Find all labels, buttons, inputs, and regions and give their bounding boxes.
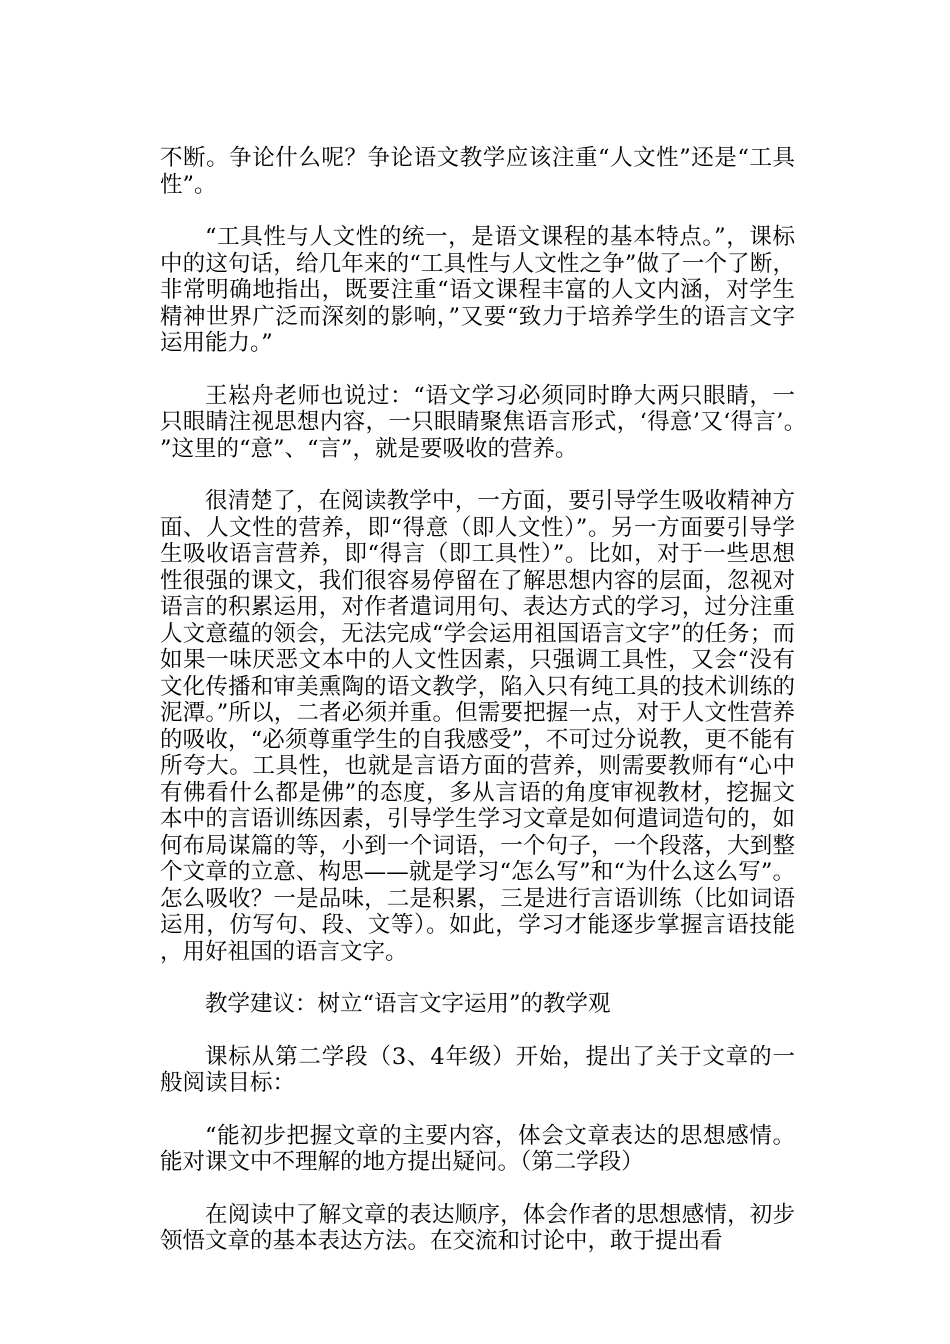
paragraph-4: 很清楚了，在阅读教学中，一方面，要引导学生吸收精神方面、人文性的营养，即“得意（即人文性）”。另一方面要引导学生吸收语言营养，即“得言（即工具性）”。比如，对于一些思想性很强的课文，我们很容易停留在了解思想内容的层面，忽视对语言的积累运用，对作者遣词用句、表达方式的学习，过分注重人文意蕴的领会，无法完成“学会运用祖国语言文字”的任务；而如果一味厌恶文本中的人文性因素，只强调工具性，又会“没有文化传播和审美熏陶的语文教学，陷入只有纯工具的技术训练的泥潭。”所以，二者必须并重。但需要把握一点，对于人文性营养的吸收，“必须尊重学生的自我感受”，不可过分说教，更不能有所夸大。工具性，也就是言语方面的营养，则需要教师有“心中有佛看什么都是佛”的态度，多从言语的角度审视教材，挖掘文本中的言语训练因素，引导学生学习文章是如何遣词造句的，如何布局谋篇的等，小到一个词语，一个句子，一个段落，大到整个文章的立意、构思——就是学习“怎么写”和“为什么这么写”。怎么吸收？一是品味，二是积累，三是进行言语训练（比如词语运用，仿写句、段、文等）。如此，学习才能逐步掌握言语技能，用好祖国的语言文字。 <box>160 488 795 965</box>
paragraph-7-quote: “能初步把握文章的主要内容，体会文章表达的思想感情。能对课文中不理解的地方提出疑问。（第二学段） <box>160 1122 795 1175</box>
paragraph-3: 王崧舟老师也说过：“语文学习必须同时睁大两只眼睛，一只眼睛注视思想内容，一只眼睛聚焦语言形式，‘得意’又‘得言’。”这里的“意”、“言”，就是要吸收的营养。 <box>160 382 795 462</box>
paragraph-2: “工具性与人文性的统一，是语文课程的基本特点。”，课标中的这句话，给几年来的“工具性与人文性之争”做了一个了断，非常明确地指出，既要注重“语文课程丰富的人文内涵，对学生精神世界广泛而深刻的影响，”又要“致力于培养学生的语言文字运用能力。” <box>160 224 795 356</box>
paragraph-6: 课标从第二学段（3、4年级）开始，提出了关于文章的一般阅读目标： <box>160 1043 795 1096</box>
paragraph-1: 不断。争论什么呢？争论语文教学应该注重“人文性”还是“工具性”。 <box>160 145 795 198</box>
document-page <box>160 145 795 1281</box>
paragraph-5-heading: 教学建议：树立“语言文字运用”的教学观 <box>205 991 611 1017</box>
paragraph-8: 在阅读中了解文章的表达顺序，体会作者的思想感情，初步领悟文章的基本表达方法。在交流和讨论中，敢于提出看 <box>160 1201 795 1254</box>
